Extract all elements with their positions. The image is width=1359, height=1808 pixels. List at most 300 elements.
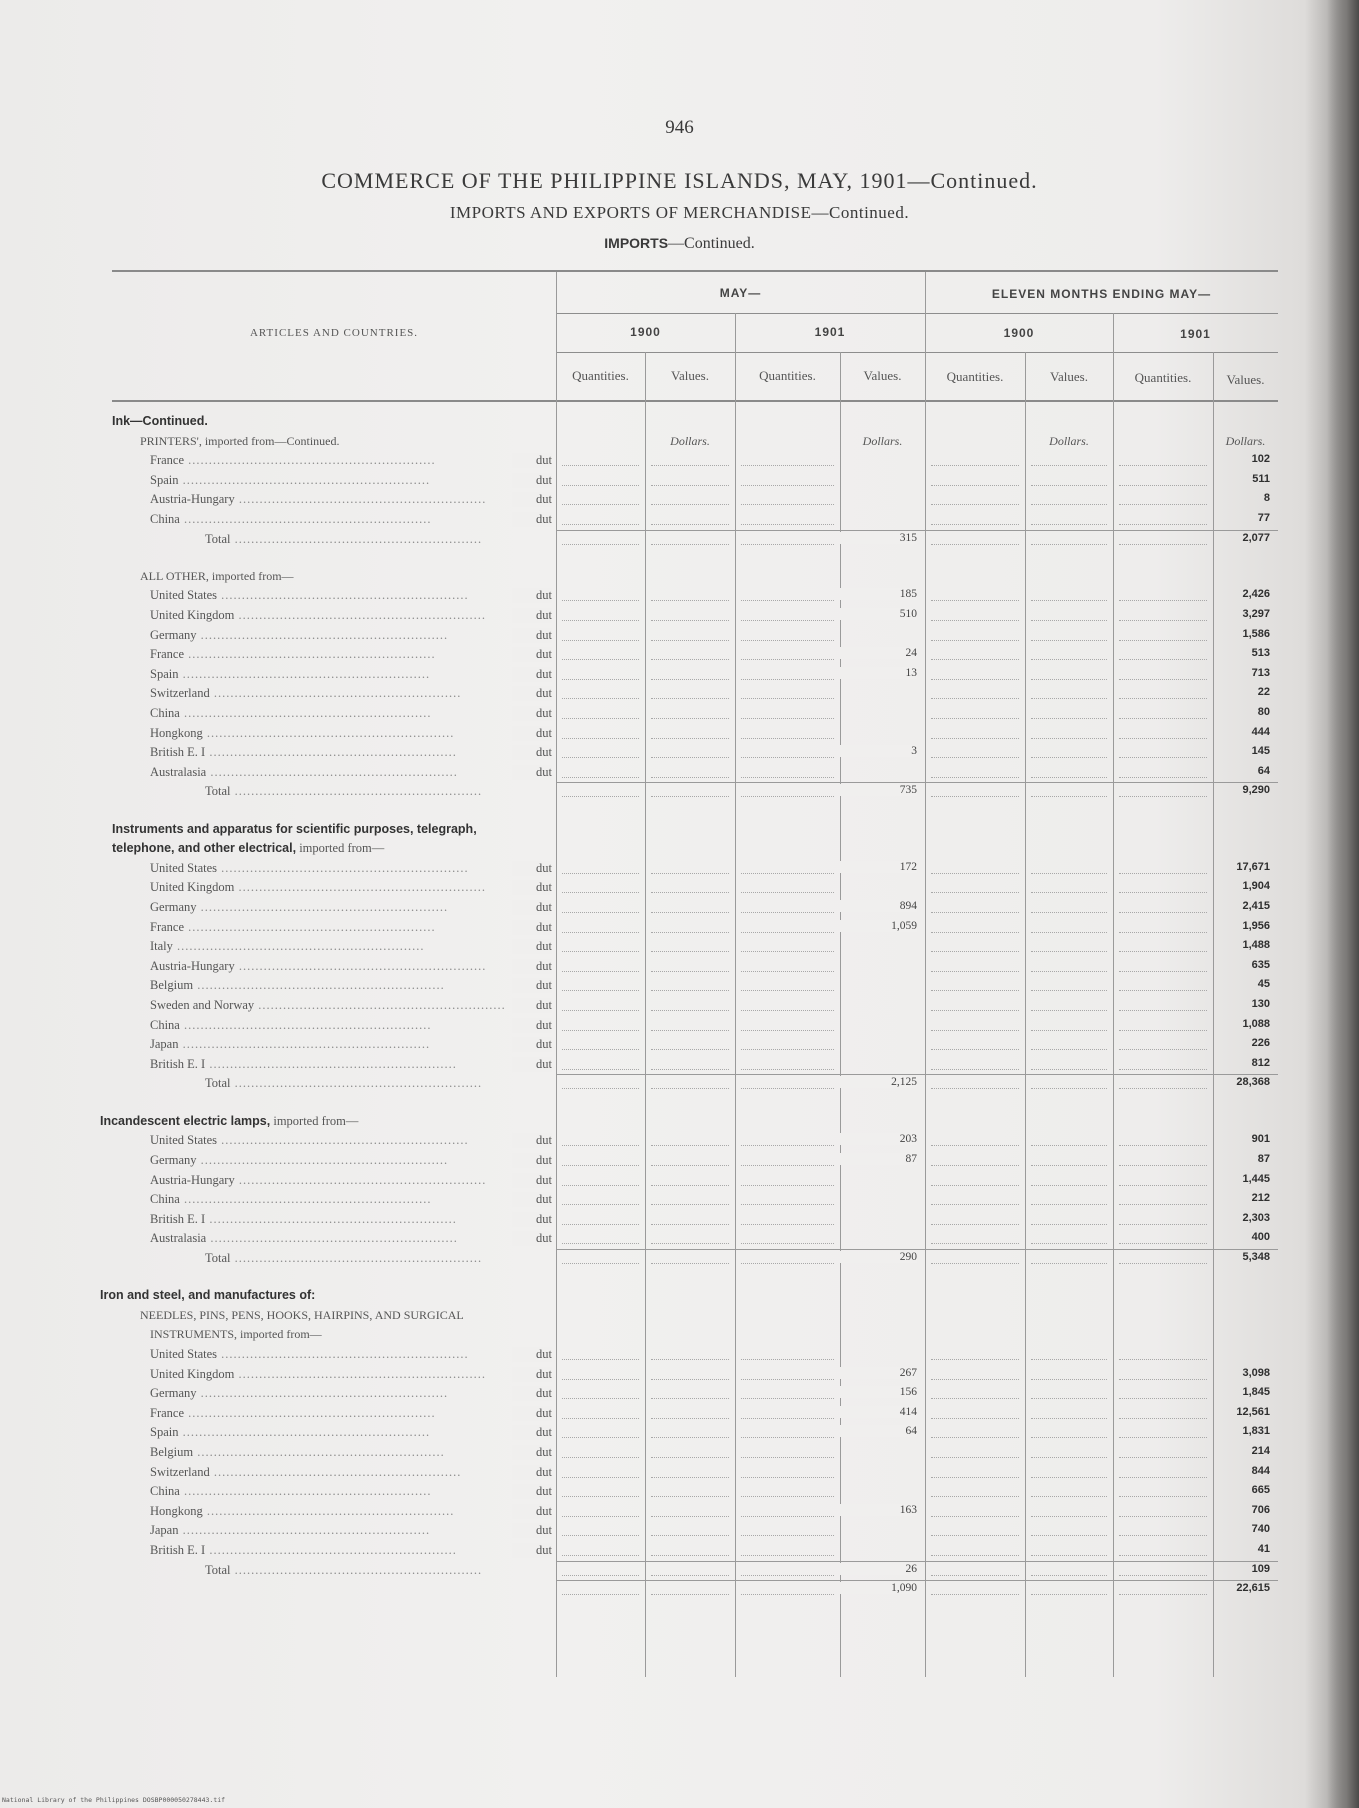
row-label <box>150 1037 552 1052</box>
empty-cell-dash <box>651 1049 729 1050</box>
empty-cell-dash <box>741 1359 834 1360</box>
row-label <box>150 453 552 468</box>
unit-label: dut <box>512 512 552 527</box>
empty-cell-dash <box>1119 1088 1207 1089</box>
country-label: France <box>150 647 185 662</box>
empty-cell-dash <box>1031 524 1107 525</box>
empty-cell-dash <box>741 718 834 719</box>
empty-cell-dash <box>741 485 834 486</box>
eleven-months-1901-value: 80 <box>1257 706 1270 719</box>
empty-cell-dash <box>1119 718 1207 719</box>
table-row <box>0 1406 1359 1425</box>
may-1901-value: 3 <box>840 745 917 757</box>
eleven-months-1901-value: 22,615 <box>1236 1582 1270 1595</box>
table-row <box>0 1504 1359 1523</box>
country-label: British E. I <box>150 745 206 760</box>
empty-cell-dash <box>741 1204 834 1205</box>
empty-cell-dash <box>651 1496 729 1497</box>
empty-cell-dash <box>931 524 1019 525</box>
country-label: Germany <box>150 1386 197 1401</box>
table-row <box>0 686 1359 705</box>
leader-dots: ............................................................ <box>184 647 436 662</box>
empty-cell-dash <box>1119 1398 1207 1399</box>
eleven-months-1901-value: 226 <box>1251 1037 1270 1050</box>
unit-label: dut <box>512 959 552 974</box>
country-label: Germany <box>150 900 197 915</box>
empty-cell-dash <box>651 777 729 778</box>
unit-label: dut <box>512 1523 552 1538</box>
col-quantities-may-1900: Quantities. <box>572 368 629 383</box>
total-rule <box>556 782 1278 783</box>
empty-cell-dash <box>562 1457 639 1458</box>
eleven-months-1901-value: 1,845 <box>1242 1386 1270 1399</box>
row-label <box>150 647 552 662</box>
empty-cell-dash <box>651 1477 729 1478</box>
unit-label: dut <box>512 1425 552 1440</box>
table-row <box>0 1037 1359 1056</box>
empty-cell-dash <box>931 600 1019 601</box>
empty-cell-dash <box>1031 1575 1107 1576</box>
row-label <box>150 1018 552 1033</box>
empty-cell-dash <box>1119 932 1207 933</box>
unit-label: dut <box>512 1018 552 1033</box>
table-top-rule <box>112 270 1278 272</box>
leader-dots: ............................................................ <box>196 627 449 642</box>
empty-cell-dash <box>1119 465 1207 466</box>
table-row <box>0 706 1359 725</box>
empty-cell-dash <box>562 1049 639 1050</box>
empty-cell-dash <box>741 777 834 778</box>
empty-cell-dash <box>741 1088 834 1089</box>
empty-cell-dash <box>1119 738 1207 739</box>
row-label <box>150 1173 552 1188</box>
empty-cell-dash <box>741 465 834 466</box>
unit-label: dut <box>512 453 552 468</box>
empty-cell-dash <box>651 1263 729 1264</box>
leader-dots: ............................................................ <box>178 1523 431 1538</box>
empty-cell-dash <box>1119 524 1207 525</box>
may-1901-value: 267 <box>840 1367 917 1379</box>
empty-cell-dash <box>1031 465 1107 466</box>
eleven-months-1901-value: 901 <box>1251 1133 1270 1146</box>
empty-cell-dash <box>651 718 729 719</box>
empty-cell-dash <box>931 1224 1019 1225</box>
total-label: Total <box>205 1076 231 1091</box>
empty-cell-dash <box>931 1359 1019 1360</box>
empty-cell-dash <box>562 1185 639 1186</box>
table-row <box>0 745 1359 764</box>
empty-cell-dash <box>931 1263 1019 1264</box>
row-label <box>140 434 552 449</box>
empty-cell-dash <box>931 465 1019 466</box>
row-label <box>100 1288 552 1303</box>
year-header-eleven-1901: 1901 <box>1180 327 1211 341</box>
table-row <box>0 1288 1359 1307</box>
section-title: Incandescent electric lamps, <box>100 1113 271 1128</box>
empty-cell-dash <box>651 990 729 991</box>
empty-cell-dash <box>1119 990 1207 991</box>
empty-cell-dash <box>651 873 729 874</box>
section-title: Instruments and apparatus for scientific purposes, telegraph, <box>112 821 477 836</box>
country-label: British E. I <box>150 1542 206 1557</box>
leader-dots: ............................................................ <box>193 978 445 993</box>
unit-label: dut <box>512 861 552 876</box>
empty-cell-dash <box>931 1575 1019 1576</box>
empty-cell-dash <box>562 698 639 699</box>
empty-cell-dash <box>651 1243 729 1244</box>
section-title: telephone, and other electrical, <box>112 841 297 856</box>
table-row <box>0 1212 1359 1231</box>
row-label <box>150 1386 552 1401</box>
row-label <box>150 1212 552 1227</box>
total-label: Total <box>205 1562 231 1577</box>
empty-cell-dash <box>1031 932 1107 933</box>
unit-label: dut <box>512 1153 552 1168</box>
table-row <box>0 647 1359 666</box>
eleven-months-1901-value: 2,415 <box>1242 900 1270 913</box>
empty-cell-dash <box>651 738 729 739</box>
empty-cell-dash <box>562 504 639 505</box>
empty-cell-dash <box>1119 1185 1207 1186</box>
unit-label: dut <box>512 978 552 993</box>
empty-cell-dash <box>1119 873 1207 874</box>
row-label <box>150 880 552 895</box>
empty-cell-dash <box>931 1457 1019 1458</box>
may-1901-value: 510 <box>840 608 917 620</box>
empty-cell-dash <box>1119 1516 1207 1517</box>
empty-cell-dash <box>931 1379 1019 1380</box>
empty-cell-dash <box>562 738 639 739</box>
leader-dots: ............................................................ <box>234 608 486 623</box>
row-label <box>150 745 552 760</box>
leader-dots: ............................................................ <box>193 1444 445 1459</box>
table-row <box>0 765 1359 784</box>
empty-cell-dash <box>741 892 834 893</box>
total-rule <box>556 1561 1278 1562</box>
empty-cell-dash <box>651 1594 729 1595</box>
empty-cell-dash <box>1119 1069 1207 1070</box>
leader-dots: ............................................................ <box>217 588 469 603</box>
row-label <box>150 959 552 974</box>
leader-dots: ............................................................ <box>234 958 487 973</box>
empty-cell-dash <box>562 640 639 641</box>
may-1901-value: 1,059 <box>840 920 917 932</box>
empty-cell-dash <box>741 1535 834 1536</box>
leader-dots: ............................................................ <box>179 1484 432 1499</box>
empty-cell-dash <box>931 1185 1019 1186</box>
empty-cell-dash <box>1031 990 1107 991</box>
empty-cell-dash <box>1119 1165 1207 1166</box>
row-label <box>150 1484 552 1499</box>
country-label: France <box>150 919 185 934</box>
row-label <box>112 841 552 856</box>
may-1901-value: 13 <box>840 667 917 679</box>
eleven-months-1901-value: 2,426 <box>1242 588 1270 601</box>
empty-cell-dash <box>1031 796 1107 797</box>
unit-label: dut <box>512 667 552 682</box>
empty-cell-dash <box>651 659 729 660</box>
eleven-months-1901-value: 145 <box>1251 745 1270 758</box>
empty-cell-dash <box>651 679 729 680</box>
empty-cell-dash <box>741 1418 834 1419</box>
leader-dots: ............................................................ <box>230 1250 483 1265</box>
empty-cell-dash <box>562 1069 639 1070</box>
table-row <box>0 473 1359 492</box>
empty-cell-dash <box>1031 1437 1107 1438</box>
country-label: Sweden and Norway <box>150 998 255 1013</box>
country-label: Belgium <box>150 1444 194 1459</box>
empty-cell-dash <box>562 757 639 758</box>
empty-cell-dash <box>1031 1243 1107 1244</box>
empty-cell-dash <box>1031 1359 1107 1360</box>
empty-cell-dash <box>1031 1088 1107 1089</box>
row-label <box>150 473 552 488</box>
empty-cell-dash <box>741 504 834 505</box>
empty-cell-dash <box>931 718 1019 719</box>
empty-cell-dash <box>931 698 1019 699</box>
leader-dots: ............................................................ <box>178 472 431 487</box>
empty-cell-dash <box>931 1204 1019 1205</box>
empty-cell-dash <box>741 544 834 545</box>
year-header-eleven-1900: 1900 <box>1003 326 1035 340</box>
country-label: Australasia <box>150 764 207 779</box>
country-label: Italy <box>150 939 173 954</box>
eleven-months-1901-value: 513 <box>1251 647 1270 660</box>
empty-cell-dash <box>1031 1516 1107 1517</box>
table-row <box>0 978 1359 997</box>
leader-dots: ............................................................ <box>234 492 487 507</box>
total-row <box>0 1563 1359 1582</box>
empty-cell-dash <box>562 620 639 621</box>
row-label <box>150 1153 552 1168</box>
may-1901-value: 64 <box>840 1425 917 1437</box>
total-row <box>0 784 1359 803</box>
section-title: Iron and steel, and manufactures of: <box>100 1288 316 1303</box>
empty-cell-dash <box>931 485 1019 486</box>
empty-cell-dash <box>1119 1418 1207 1419</box>
table-row <box>0 1543 1359 1562</box>
empty-cell-dash <box>562 1594 639 1595</box>
eleven-months-1901-value: 1,586 <box>1242 627 1270 640</box>
empty-cell-dash <box>741 659 834 660</box>
empty-cell-dash <box>1031 1263 1107 1264</box>
leader-dots: ............................................................ <box>206 1231 458 1246</box>
leader-dots: ............................................................ <box>217 1133 469 1148</box>
empty-cell-dash <box>1119 1359 1207 1360</box>
empty-cell-dash <box>651 1088 729 1089</box>
row-label <box>150 726 552 741</box>
leader-dots: ............................................................ <box>202 1503 455 1518</box>
empty-cell-dash <box>651 1030 729 1031</box>
eleven-months-1901-value: 87 <box>1257 1152 1270 1165</box>
empty-cell-dash <box>562 777 639 778</box>
total-rule <box>556 1580 1278 1581</box>
table-row <box>0 414 1359 433</box>
empty-cell-dash <box>1031 718 1107 719</box>
row-label <box>150 1057 552 1072</box>
unit-label: dut <box>512 1037 552 1052</box>
empty-cell-dash <box>562 1030 639 1031</box>
empty-cell-dash <box>562 1398 639 1399</box>
eleven-months-1901-value: 2,303 <box>1242 1211 1270 1224</box>
empty-cell-dash <box>1031 1535 1107 1536</box>
empty-cell-dash <box>1031 544 1107 545</box>
row-label <box>150 998 552 1013</box>
country-label: China <box>150 1484 180 1499</box>
unit-label: dut <box>512 765 552 780</box>
empty-cell-dash <box>1031 1069 1107 1070</box>
eleven-months-1901-value: 1,445 <box>1242 1172 1270 1185</box>
eleven-months-1901-value: 45 <box>1257 978 1270 991</box>
empty-cell-dash <box>741 1263 834 1264</box>
empty-cell-dash <box>562 892 639 893</box>
eleven-months-1901-value: 109 <box>1251 1562 1270 1575</box>
empty-cell-dash <box>651 1010 729 1011</box>
empty-cell-dash <box>1119 1457 1207 1458</box>
year-header-may-1901: 1901 <box>814 325 846 339</box>
empty-cell-dash <box>1119 640 1207 641</box>
empty-cell-dash <box>651 1555 729 1556</box>
country-label: United States <box>150 1346 218 1361</box>
may-1901-value: 315 <box>840 532 917 544</box>
empty-cell-dash <box>651 1457 729 1458</box>
empty-cell-dash <box>651 1516 729 1517</box>
leader-dots: ............................................................ <box>230 1562 483 1577</box>
eleven-months-1901-value: 706 <box>1251 1503 1270 1516</box>
unit-label: dut <box>512 726 552 741</box>
empty-cell-dash <box>741 620 834 621</box>
empty-cell-dash <box>1031 1477 1107 1478</box>
empty-cell-dash <box>562 1575 639 1576</box>
empty-cell-dash <box>1031 892 1107 893</box>
empty-cell-dash <box>1119 600 1207 601</box>
unit-label: dut <box>512 647 552 662</box>
total-label: Total <box>205 784 231 799</box>
empty-cell-dash <box>741 1145 834 1146</box>
unit-label: dut <box>512 900 552 915</box>
unit-label: dut <box>512 473 552 488</box>
row-label <box>150 861 552 876</box>
country-label: Germany <box>150 1152 197 1167</box>
eleven-months-1901-value: 9,290 <box>1242 784 1270 797</box>
country-label: Austria-Hungary <box>150 958 235 973</box>
table-row <box>0 861 1359 880</box>
empty-cell-dash <box>931 1516 1019 1517</box>
country-label: Spain <box>150 1425 179 1440</box>
section-title-suffix: imported from— <box>270 1113 359 1128</box>
unit-label: dut <box>512 1347 552 1362</box>
empty-cell-dash <box>1031 873 1107 874</box>
empty-cell-dash <box>1031 485 1107 486</box>
may-1901-value: 203 <box>840 1133 917 1145</box>
row-label <box>205 1563 552 1578</box>
total-label: Total <box>205 1250 231 1265</box>
eleven-months-1901-value: 2,077 <box>1242 531 1270 544</box>
country-label: United States <box>150 860 218 875</box>
table-row <box>0 1386 1359 1405</box>
empty-cell-dash <box>562 1145 639 1146</box>
total-row <box>0 1076 1359 1095</box>
empty-cell-dash <box>562 1165 639 1166</box>
empty-cell-dash <box>1031 504 1107 505</box>
may-1901-value: 894 <box>840 900 917 912</box>
empty-cell-dash <box>562 600 639 601</box>
empty-cell-dash <box>562 1496 639 1497</box>
leader-dots: ............................................................ <box>196 900 449 915</box>
empty-cell-dash <box>931 796 1019 797</box>
empty-cell-dash <box>741 912 834 913</box>
col-values-eleven-1901: Values. <box>1226 372 1265 387</box>
unit-label: dut <box>512 686 552 701</box>
empty-cell-dash <box>1119 757 1207 758</box>
empty-cell-dash <box>651 1379 729 1380</box>
section-title-suffix: imported from— <box>296 841 385 856</box>
empty-cell-dash <box>741 1379 834 1380</box>
leader-dots: ............................................................ <box>205 1542 457 1557</box>
empty-cell-dash <box>651 932 729 933</box>
unit-dollars: Dollars. <box>1049 433 1089 448</box>
unit-label: dut <box>512 706 552 721</box>
eleven-months-1901-value: 713 <box>1251 666 1270 679</box>
eleven-months-1901-value: 1,831 <box>1242 1425 1270 1438</box>
empty-cell-dash <box>1031 912 1107 913</box>
may-1901-value: 87 <box>840 1153 917 1165</box>
empty-cell-dash <box>931 1398 1019 1399</box>
empty-cell-dash <box>1031 1030 1107 1031</box>
eleven-months-1901-value: 400 <box>1251 1231 1270 1244</box>
empty-cell-dash <box>562 1224 639 1225</box>
empty-cell-dash <box>741 1010 834 1011</box>
unit-dollars: Dollars. <box>862 433 903 448</box>
eleven-months-header: ELEVEN MONTHS ENDING MAY— <box>991 287 1212 301</box>
may-1901-value: 735 <box>840 784 917 796</box>
leader-dots: ............................................................ <box>205 745 457 760</box>
leader-dots: ............................................................ <box>230 1076 483 1091</box>
empty-cell-dash <box>931 620 1019 621</box>
empty-cell-dash <box>562 951 639 952</box>
leader-dots: ............................................................ <box>230 784 483 799</box>
leader-dots: ............................................................ <box>209 1464 462 1479</box>
section-suffix: —Continued. <box>668 235 755 252</box>
empty-cell-dash <box>931 1594 1019 1595</box>
may-1901-value: 1,090 <box>840 1582 917 1594</box>
empty-cell-dash <box>1031 777 1107 778</box>
empty-cell-dash <box>651 640 729 641</box>
empty-cell-dash <box>651 971 729 972</box>
eleven-months-1901-value: 17,671 <box>1236 860 1270 873</box>
empty-cell-dash <box>741 796 834 797</box>
empty-cell-dash <box>562 1088 639 1089</box>
section-prefix: IMPORTS <box>604 235 669 251</box>
empty-cell-dash <box>562 1437 639 1438</box>
leader-dots: ............................................................ <box>217 1346 469 1361</box>
country-label: Switzerland <box>150 686 210 701</box>
row-label <box>150 512 552 527</box>
page-number: 946 <box>665 117 694 138</box>
unit-label: dut <box>512 1445 552 1460</box>
empty-cell-dash <box>651 504 729 505</box>
country-label: Switzerland <box>150 1464 210 1479</box>
empty-cell-dash <box>651 1437 729 1438</box>
scan-footer: National Library of the Philippines DOSBP000050278443.tif <box>2 1796 226 1804</box>
empty-cell-dash <box>651 620 729 621</box>
country-label: United Kingdom <box>150 1366 235 1381</box>
row-label <box>150 1504 552 1519</box>
country-label: ALL OTHER, imported from— <box>140 568 294 583</box>
empty-cell-dash <box>651 485 729 486</box>
empty-cell-dash <box>562 873 639 874</box>
row-label <box>150 588 552 603</box>
